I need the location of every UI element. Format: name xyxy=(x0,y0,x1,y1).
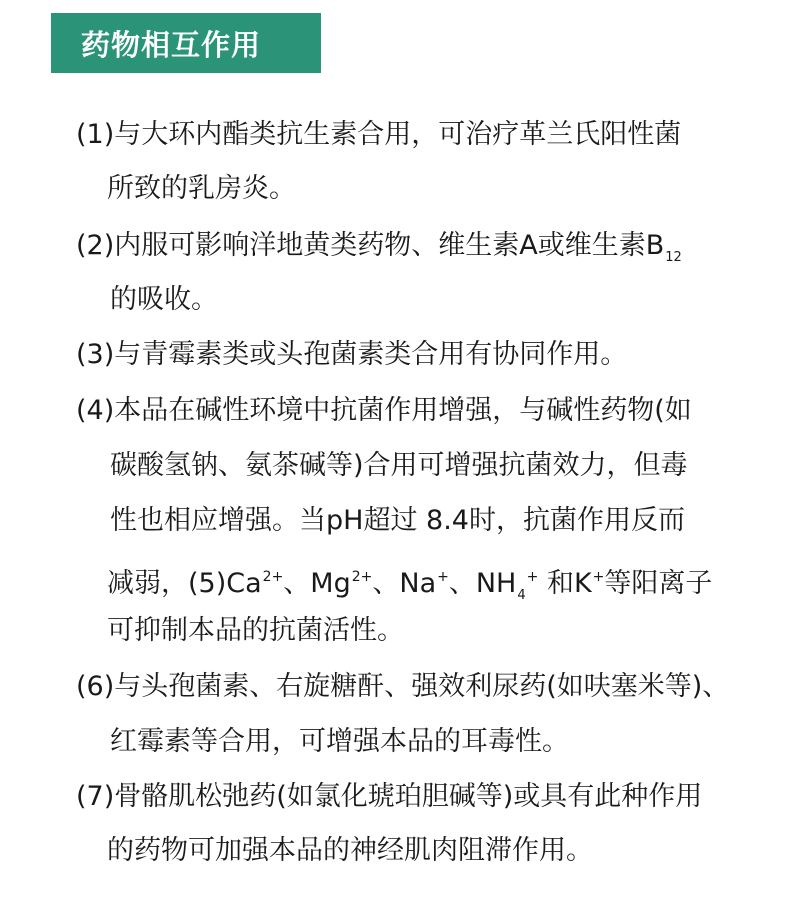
section-title-banner xyxy=(51,13,321,73)
text-line-3 xyxy=(76,229,682,275)
superscript-k: + xyxy=(592,569,605,585)
text-line-14: 的药物可加强本品的神经肌肉阻滞作用。 xyxy=(107,835,593,866)
superscript-mg: 2+ xyxy=(351,569,373,585)
text-line-6: (4)本品在碱性环境中抗菌作用增强，与碱性药物(如 xyxy=(76,395,692,426)
text-line-9-c: 、Na xyxy=(372,568,437,599)
text-line-9 xyxy=(107,560,712,613)
text-line-9-b: 、Mg xyxy=(283,568,351,599)
text-line-1: (1)与大环内酯类抗生素合用，可治疗革兰氏阳性菌 xyxy=(76,119,682,150)
superscript-nh4: + xyxy=(526,569,539,585)
text-line-13: (7)骨骼肌松弛药(如氯化琥珀胆碱等)或具有此种作用 xyxy=(76,781,703,812)
section-title: 药物相互作用 xyxy=(81,27,262,62)
text-line-9-f: 等阳离子 xyxy=(604,568,713,599)
text-line-11: (6)与头孢菌素、右旋糖酐、强效利尿药(如呋塞米等)、 xyxy=(76,671,730,702)
text-line-7: 碳酸氢钠、氨茶碱等)合用可增强抗菌效力，但毒 xyxy=(110,450,688,481)
text-line-2: 所致的乳房炎。 xyxy=(107,173,296,204)
text-line-4: 的吸收。 xyxy=(110,284,218,315)
text-line-10: 可抑制本品的抗菌活性。 xyxy=(107,615,404,646)
subscript-nh4: 4 xyxy=(517,588,526,603)
text-line-3-main: (2)内服可影响洋地黄类药物、维生素A或维生素B xyxy=(76,230,665,261)
text-line-12: 红霉素等合用，可增强本品的耳毒性。 xyxy=(110,726,569,757)
text-line-9-a: 减弱，(5)Ca xyxy=(107,568,262,599)
superscript-na: + xyxy=(437,569,449,585)
text-line-9-e: 和K xyxy=(538,568,592,599)
superscript-ca: 2+ xyxy=(262,569,284,585)
text-line-5: (3)与青霉素类或头孢菌素类合用有协同作用。 xyxy=(76,339,628,370)
subscript-12: 12 xyxy=(665,250,682,265)
text-line-9-d: 、NH xyxy=(448,568,517,599)
text-line-8: 性也相应增强。当pH超过 8.4时，抗菌作用反而 xyxy=(110,505,685,536)
